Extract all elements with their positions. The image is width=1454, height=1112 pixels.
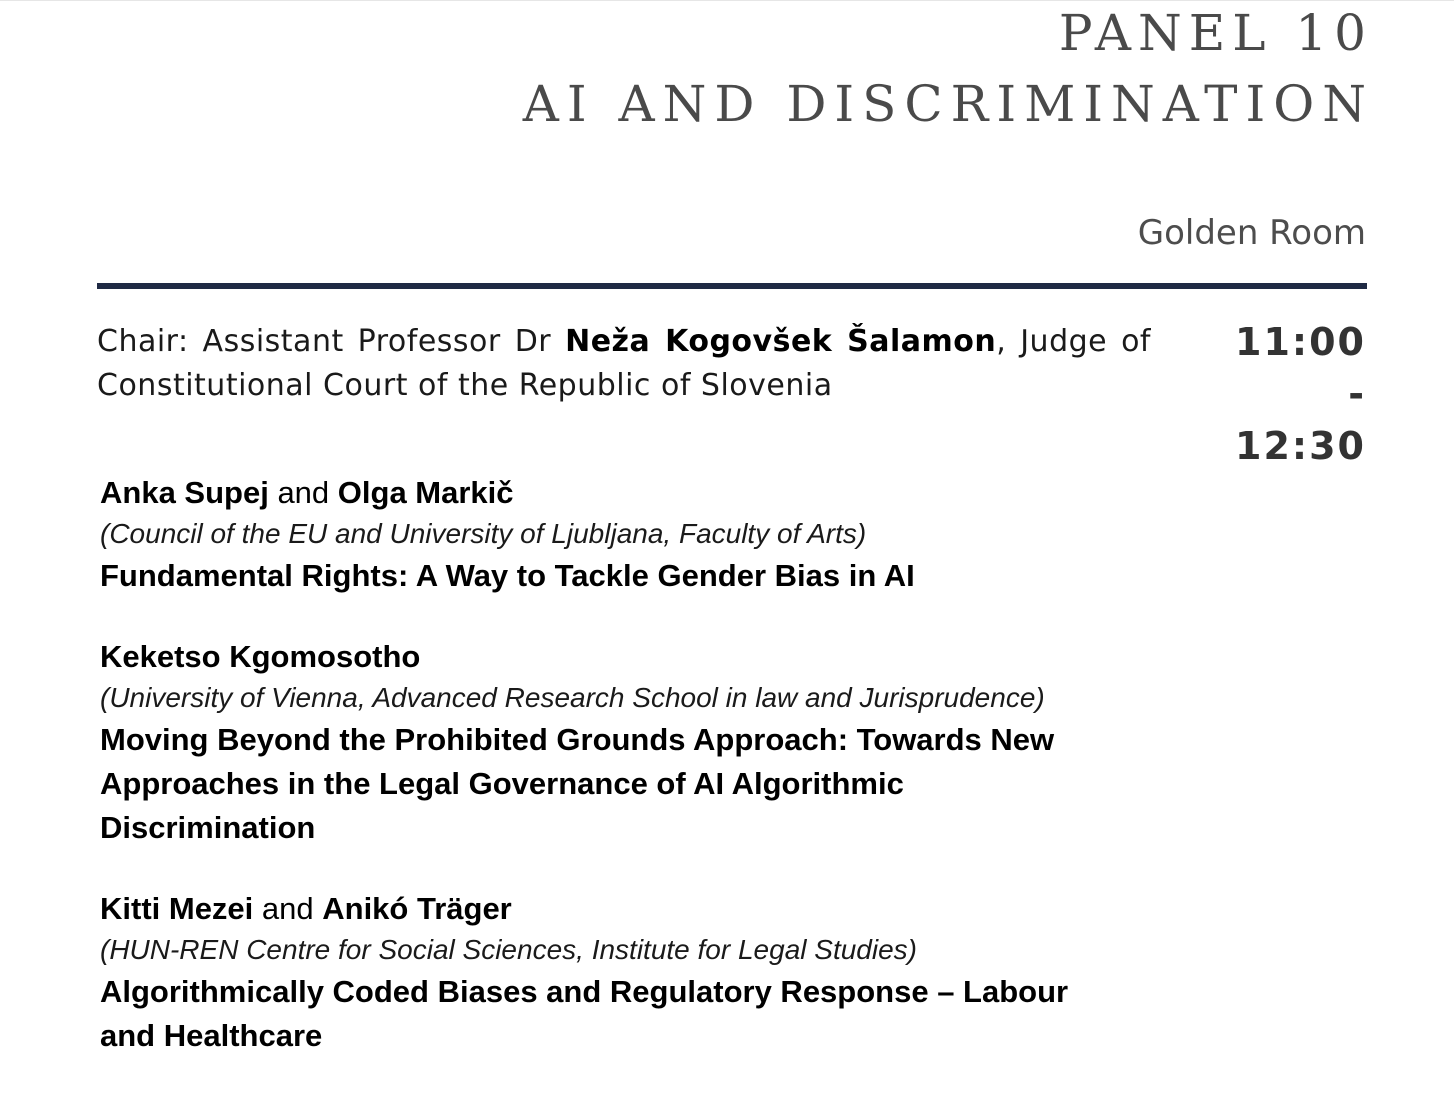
speaker-connector: and [268, 475, 338, 510]
talk-speakers [100, 472, 1130, 514]
talk-item [100, 472, 1130, 598]
time-start: 11:00 [1235, 320, 1366, 364]
time-end: 12:30 [1235, 424, 1366, 468]
panel-number: PANEL 10 [1058, 4, 1373, 62]
talk-title: Fundamental Rights: A Way to Tackle Gender Bias in AI [100, 558, 915, 593]
speaker-name: Olga Markič [337, 475, 514, 510]
panel-header [522, 2, 1374, 140]
talk-item [100, 636, 1130, 850]
chair-line [97, 320, 1151, 408]
talk-item [100, 888, 1130, 1058]
speaker-name: Kitti Mezei [100, 891, 254, 926]
talk-title: Moving Beyond the Prohibited Grounds Approach: Towards New Approaches in the Legal Governance of AI Algorithmic Discrimination [100, 722, 1055, 845]
session-time [1235, 316, 1366, 472]
chair-name: Neža Kogovšek Šalamon [565, 324, 997, 359]
talk-affiliation: (Council of the EU and University of Ljubljana, Faculty of Arts) [100, 518, 867, 549]
chair-suffix: , Judge of Constitutional Court of the Republic of Slovenia [97, 324, 1151, 403]
talk-affiliation: (University of Vienna, Advanced Research School in law and Jurisprudence) [100, 682, 1045, 713]
chair-prefix: Chair: Assistant Professor Dr [97, 324, 566, 359]
talk-speakers [100, 636, 1130, 678]
panel-title: AI AND DISCRIMINATION [522, 75, 1374, 133]
room-label: Golden Room [1137, 213, 1366, 253]
talk-affiliation: (HUN-REN Centre for Social Sciences, Institute for Legal Studies) [100, 934, 917, 965]
talk-speakers [100, 888, 1130, 930]
speaker-name: Anka Supej [100, 475, 269, 510]
time-separator: - [1348, 372, 1366, 416]
header-divider [97, 283, 1367, 289]
talk-title: Algorithmically Coded Biases and Regulatory Response – Labour and Healthcare [100, 974, 1069, 1053]
top-edge-rule [0, 0, 1454, 1]
speaker-connector: and [253, 891, 323, 926]
speaker-name: Anikó Träger [322, 891, 512, 926]
speaker-name: Keketso Kgomosotho [100, 639, 421, 674]
